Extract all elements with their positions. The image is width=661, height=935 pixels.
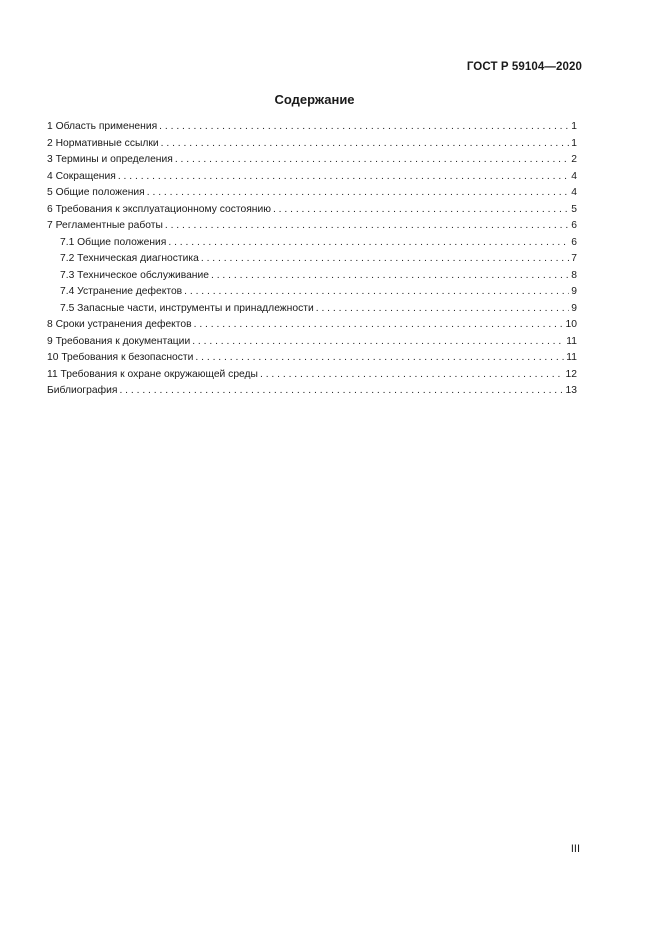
toc-entry[interactable] [47,317,577,334]
toc-dot-leader [194,317,564,334]
toc-dot-leader [316,301,570,318]
toc-entry[interactable] [47,251,577,268]
toc-entry-page: 1 [571,121,577,132]
toc-entry[interactable] [47,202,577,219]
toc-entry[interactable] [47,185,577,202]
toc-entry[interactable] [47,367,577,384]
toc-entry-label: 2 Нормативные ссылки [47,137,159,149]
toc-dot-leader [168,235,569,252]
toc-entry-page: 5 [571,203,577,215]
page-number: III [570,843,580,855]
toc-dot-leader [273,202,569,219]
toc-entry-page: 12 [565,368,577,380]
toc-entry-page: 10 [565,319,577,330]
toc-entry-page: 1 [571,137,577,149]
toc-entry-page: 4 [571,170,577,182]
toc-entry[interactable] [47,383,577,400]
toc-dot-leader [159,119,569,136]
toc-entry-label: 4 Сокращения [47,170,116,182]
toc-entry-label: 3 Термины и определения [47,154,173,165]
toc-entry-label: 9 Требования к документации [47,335,191,347]
toc-entry-page: 6 [571,236,577,248]
toc-entry-label: 7.4 Устранение дефектов [60,286,183,297]
document-code: ГОСТ Р 59104—2020 [466,61,582,73]
toc-entry-page: 9 [571,286,577,297]
toc-entry-label: 5 Общие положения [47,187,145,198]
toc-entry-label: 1 Область применения [47,121,158,132]
toc-dot-leader [211,268,569,285]
toc-entry[interactable] [47,218,577,235]
toc-dot-leader [260,367,564,384]
toc-dot-leader [165,218,569,235]
toc-entry-label: 11 Требования к охране окружающей среды [47,368,258,380]
toc-entry-page: 9 [571,302,577,314]
toc-entry-page: 2 [571,154,577,165]
toc-entry-page: 7 [571,253,577,264]
toc-title: Содержание [274,92,355,107]
toc-dot-leader [184,284,569,301]
toc-entry-page: 6 [571,220,577,231]
toc-entry-page: 13 [565,385,577,396]
toc-entry[interactable] [47,301,577,318]
toc-entry-label: 6 Требования к эксплуатационному состоянию [47,203,271,215]
toc-entry-label: 8 Сроки устранения дефектов [47,319,192,330]
toc-entry[interactable] [47,136,577,153]
toc-entry-label: 7.5 Запасные части, инструменты и принадлежности [60,302,314,314]
toc-entry[interactable] [47,268,577,285]
toc-entry[interactable] [47,284,577,301]
toc-entry-label: Библиография [47,385,118,396]
toc-entry[interactable] [47,169,577,186]
toc-entry[interactable] [47,152,577,169]
toc-entry[interactable] [47,235,577,252]
toc-dot-leader [192,334,564,351]
toc-entry-label: 7.3 Техническое обслуживание [60,269,209,281]
toc-entry-label: 7.2 Техническая диагностика [60,253,199,264]
toc-entry-page: 4 [571,187,577,198]
toc-dot-leader [119,383,563,400]
toc-entry-label: 7 Регламентные работы [47,220,163,231]
toc-dot-leader [175,152,569,169]
toc-entry-label: 10 Требования к безопасности [47,352,194,363]
toc-dot-leader [201,251,569,268]
toc-entry-page: 8 [571,269,577,281]
toc-dot-leader [161,136,570,153]
table-of-contents [47,119,577,400]
toc-entry[interactable] [47,334,577,351]
toc-entry[interactable] [47,350,577,367]
toc-dot-leader [195,350,564,367]
toc-entry-page: 11 [566,335,577,347]
toc-dot-leader [118,169,569,186]
toc-dot-leader [147,185,570,202]
toc-entry[interactable] [47,119,577,136]
toc-entry-page: 11 [566,352,577,363]
toc-entry-label: 7.1 Общие положения [60,236,167,248]
